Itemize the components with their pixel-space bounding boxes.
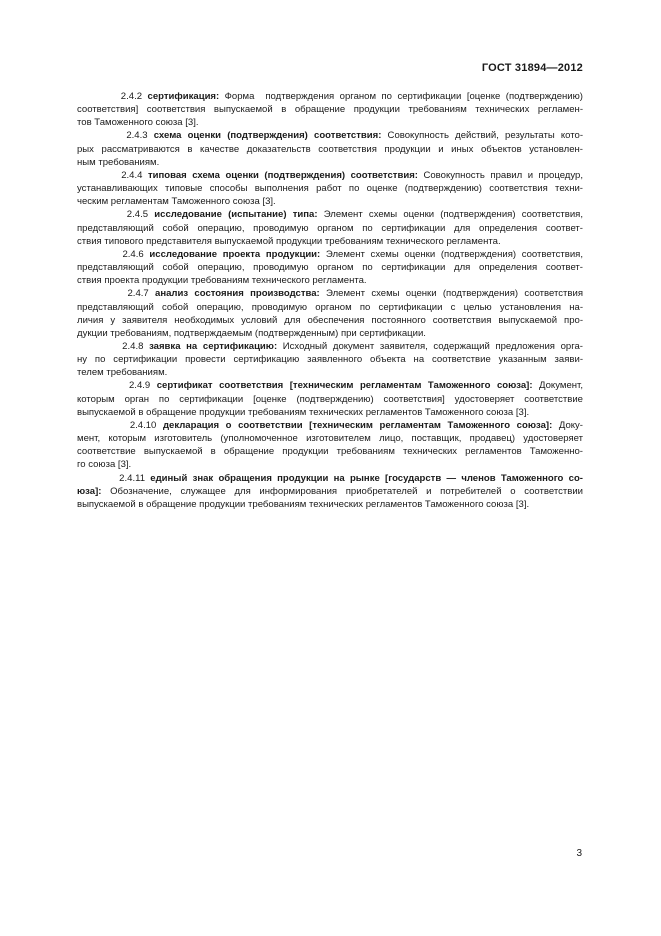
- page-number: 3: [576, 848, 582, 859]
- definition-text: Элемент схемы оценки (подтверждения) соответствия,: [320, 248, 583, 260]
- definition-text: личия у заявителя необходимых условий для обеспечения постоянного соответствия выпускаемой про-: [77, 314, 583, 326]
- text-line: [77, 419, 583, 432]
- text-line: [77, 90, 583, 103]
- definition-text: представляющий собой операцию, проводимую органом по сертификации для определения соответ-: [77, 222, 583, 234]
- definition-text: которым орган по сертификации [оценке (подтверждению) соответствия] удостоверяет соответствие: [77, 393, 583, 405]
- definition-entry: [77, 169, 583, 208]
- definition-text: ствия типового представителя выпускаемой продукции требованиям технического регламента.: [77, 235, 501, 247]
- definition-entry: [77, 287, 583, 340]
- definition-text: Совокупность действий, результаты кото-: [381, 130, 583, 142]
- definition-text: Элемент схемы оценки (подтверждения) соответствия,: [317, 209, 583, 221]
- text-line: [77, 458, 583, 471]
- text-line: [77, 261, 583, 274]
- definition-entry: [77, 208, 583, 247]
- text-line: [77, 314, 583, 327]
- definition-text: ным требованиям.: [77, 156, 160, 168]
- definition-text: представляющий собой операцию, проводимую органом по сертификации с целью установления на-: [77, 301, 583, 313]
- text-line: [77, 248, 583, 261]
- definition-text: представляющий собой операцию, проводимую органом по сертификации для определения соответ-: [77, 262, 583, 274]
- defined-term: заявка на сертификацию:: [149, 340, 278, 352]
- defined-term: декларация о соответствии [техническим регламентам Таможенного союза]:: [162, 419, 553, 431]
- text-line: [77, 406, 583, 419]
- text-line: [77, 235, 583, 248]
- definition-text: рых рассматриваются в качестве доказательств соответствия продукции и иных объектов установлен-: [77, 143, 583, 155]
- definition-text: Совокупность правил и процедур,: [417, 169, 583, 181]
- text-line: [77, 366, 583, 379]
- defined-term: схема оценки (подтверждения) соответствия:: [153, 130, 382, 142]
- clause-number: 2.4.2: [77, 91, 148, 102]
- document-code-header: ГОСТ 31894—2012: [481, 62, 583, 74]
- defined-term: анализ состояния производства:: [155, 288, 320, 300]
- definition-text: Документ,: [532, 380, 583, 392]
- clause-number: 2.4.4: [77, 169, 148, 181]
- text-line: [77, 327, 583, 340]
- defined-term: сертификация:: [147, 91, 220, 102]
- definition-text: ческим регламентам Таможенного союза [3].: [77, 196, 276, 208]
- definition-entry: [77, 129, 583, 168]
- definition-text: Форма подтверждения органом по сертификации [оценке (подтверждению): [219, 91, 583, 102]
- definition-text: Элемент схемы оценки (подтверждения) соответствия: [319, 288, 583, 300]
- definition-text: мент, которым изготовитель (уполномоченное изготовителем лицо, поставщик, продавец) удостоверяет: [77, 433, 583, 445]
- text-line: [77, 103, 583, 116]
- definition-text: Доку-: [552, 419, 583, 431]
- definition-entry: [77, 419, 583, 472]
- defined-term: сертификат соответствия [техническим регламентам Таможенного союза]:: [156, 380, 533, 392]
- definition-text: ствия проекта продукции требованиям технического регламента.: [77, 275, 367, 287]
- text-line: [77, 208, 583, 221]
- definition-text: Исходный документ заявителя, содержащий предложения орга-: [277, 340, 583, 352]
- definition-entry: [77, 248, 583, 287]
- clause-number: 2.4.5: [77, 209, 155, 221]
- definition-text: соответствия] соответствия выпускаемой в обращение продукции требованиям технических регламен-: [77, 104, 583, 116]
- definition-text: дукции требованиям, подтверждаемым (подтвержденным) при сертификации.: [77, 327, 426, 339]
- definition-entry: [77, 340, 583, 379]
- text-line: [77, 472, 583, 485]
- text-line: [77, 182, 583, 195]
- definition-text: ну по сертификации провести сертификацию заявленного объекта на соответствие указанным заяви-: [77, 354, 583, 366]
- text-line: [77, 432, 583, 445]
- definition-text: соответствие выпускаемой в обращение продукции требованиям технических регламентов Таможенно-: [77, 446, 583, 458]
- definition-text: телем требованиям.: [77, 367, 168, 379]
- definition-text: устанавливающих типовые способы выполнения работ по оценке (подтверждению) соответствия техни-: [77, 183, 583, 195]
- text-line: [77, 340, 583, 353]
- text-line: [77, 169, 583, 182]
- definition-entry: [77, 472, 583, 511]
- definition-entry: [77, 379, 583, 418]
- clause-number: 2.4.6: [77, 248, 150, 260]
- clause-number: 2.4.3: [77, 130, 154, 142]
- definition-entry: [77, 90, 583, 129]
- definition-text: выпускаемой в обращение продукции требованиям технических регламентов Таможенного союза [3].: [77, 498, 530, 510]
- clause-number: 2.4.10: [77, 419, 163, 431]
- text-line: [77, 498, 583, 511]
- definition-text: выпускаемой в обращение продукции требованиям технических регламентов Таможенного союза [3].: [77, 406, 530, 418]
- text-line: [77, 445, 583, 458]
- text-line: [77, 222, 583, 235]
- definition-text: тов Таможенного союза [3].: [77, 117, 199, 129]
- text-line: [77, 274, 583, 287]
- text-line: [77, 143, 583, 156]
- text-line: [77, 353, 583, 366]
- text-line: [77, 393, 583, 406]
- definitions-section: [77, 90, 583, 511]
- clause-number: 2.4.7: [77, 288, 156, 300]
- clause-number: 2.4.8: [77, 340, 150, 352]
- defined-term: единый знак обращения продукции на рынке [государств — членов Таможенного со-: [150, 472, 583, 484]
- defined-term: юза]:: [77, 485, 102, 497]
- text-line: [77, 287, 583, 300]
- clause-number: 2.4.11: [77, 472, 151, 484]
- text-line: [77, 301, 583, 314]
- text-line: [77, 195, 583, 208]
- text-line: [77, 129, 583, 142]
- text-line: [77, 379, 583, 392]
- defined-term: исследование (испытание) типа:: [154, 209, 318, 221]
- definition-text: го союза [3].: [77, 459, 132, 471]
- text-line: [77, 485, 583, 498]
- text-line: [77, 156, 583, 169]
- clause-number: 2.4.9: [77, 380, 157, 392]
- defined-term: исследование проекта продукции:: [149, 248, 321, 260]
- defined-term: типовая схема оценки (подтверждения) соответствия:: [147, 169, 418, 181]
- definition-text: Обозначение, служащее для информирования приобретателей и потребителей о соответствии: [101, 485, 583, 497]
- text-line: [77, 116, 583, 129]
